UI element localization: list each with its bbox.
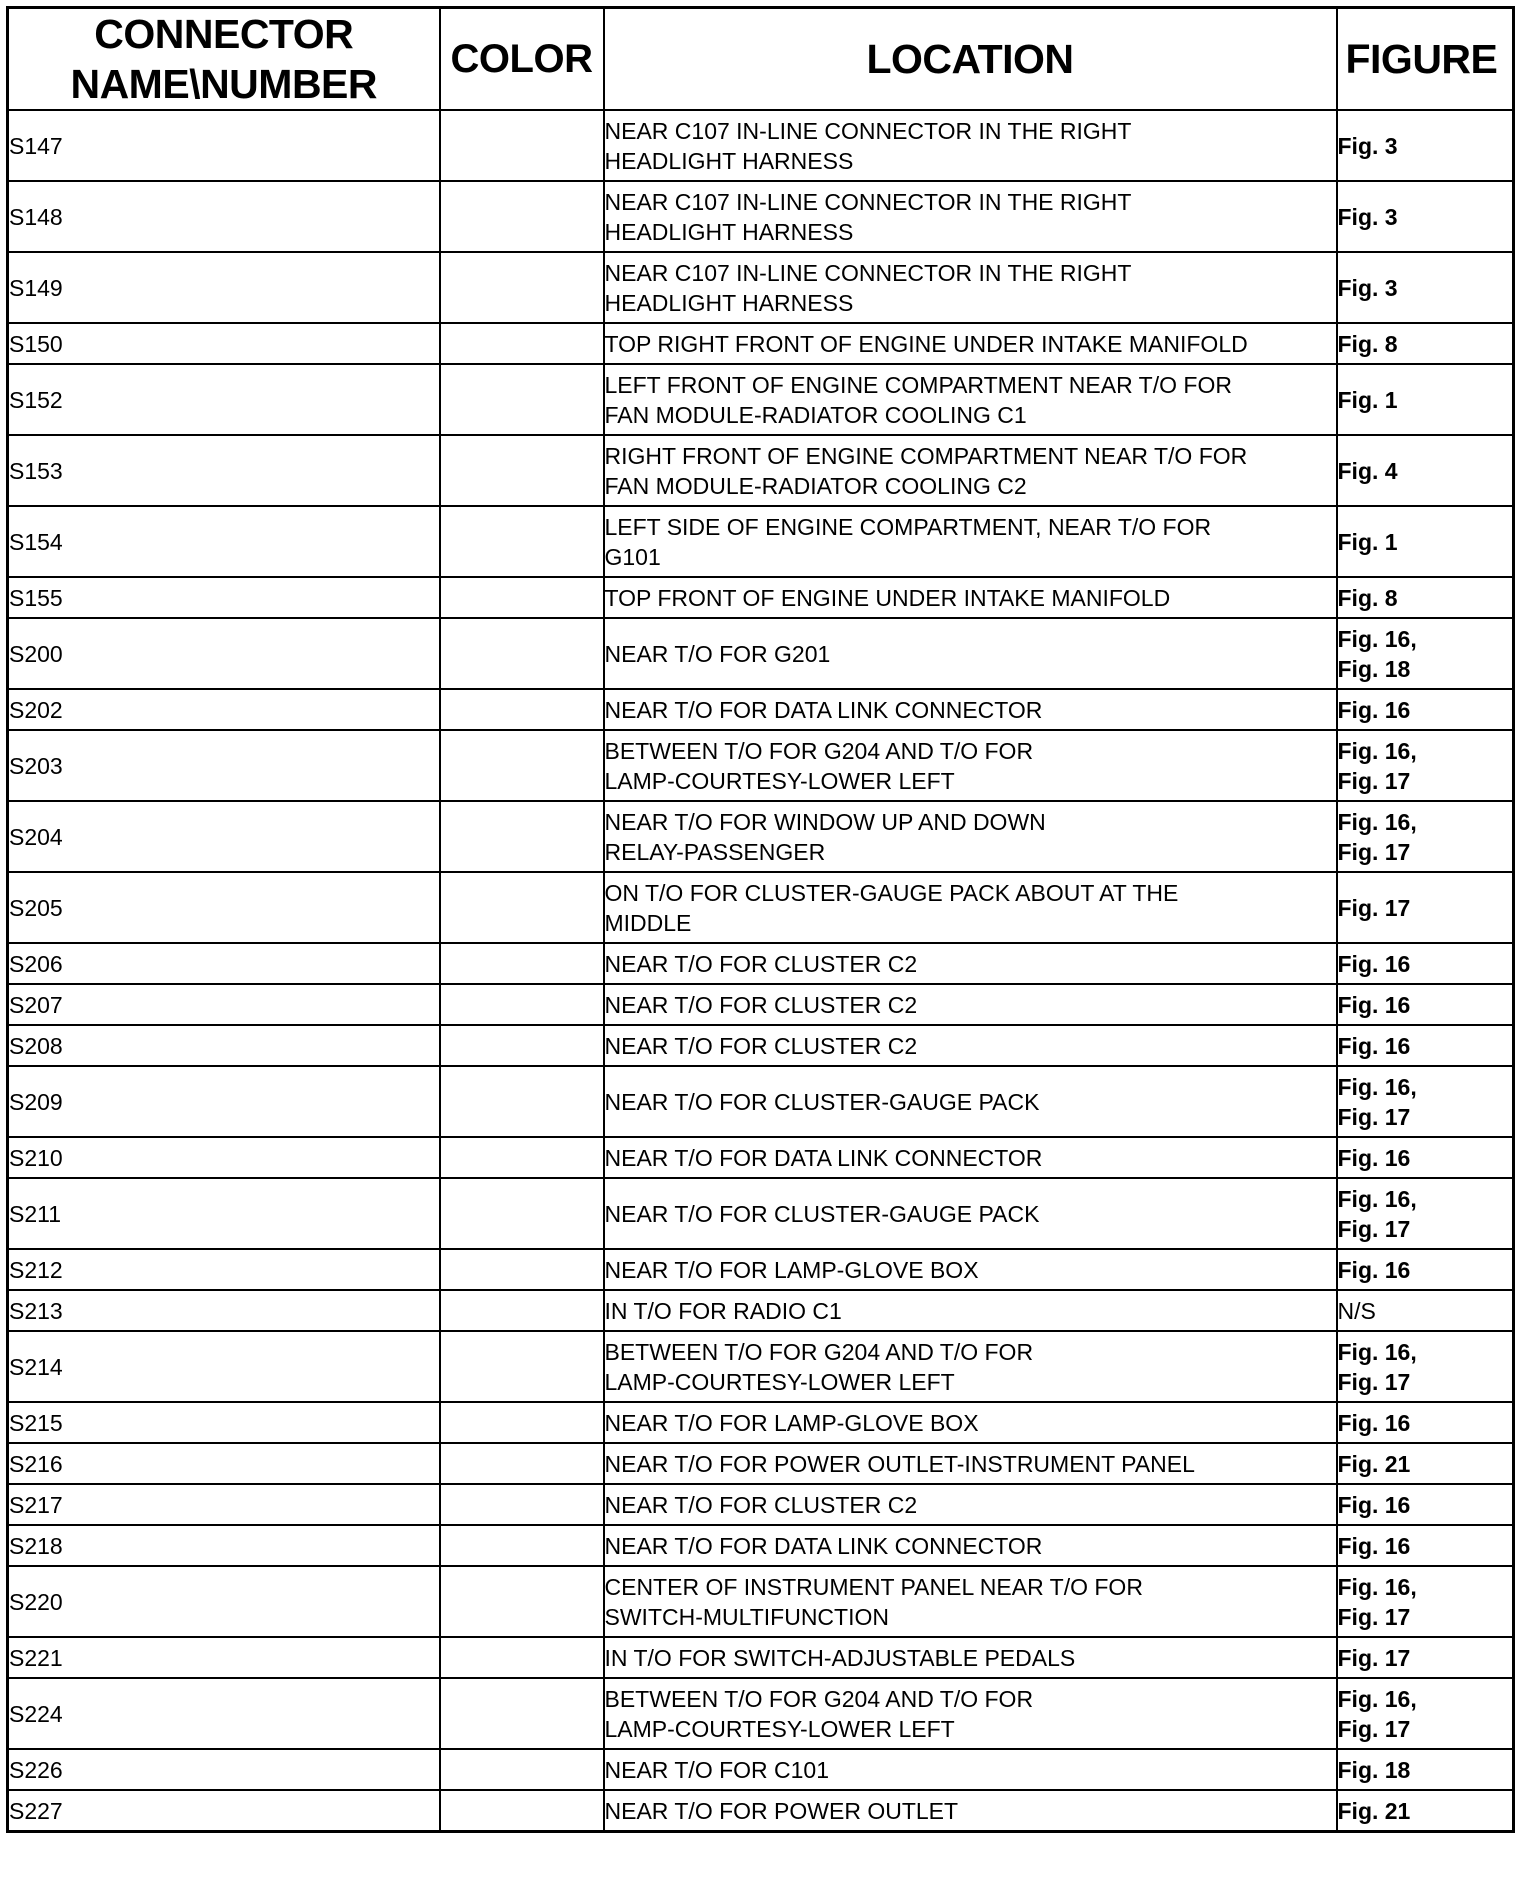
location-cell — [604, 323, 1337, 364]
figure-ref: Fig. 17 — [1337, 1215, 1411, 1242]
table-row — [8, 364, 1514, 435]
color-cell — [440, 181, 604, 252]
figure-ref: Fig. 16 — [1337, 1409, 1411, 1436]
connector-name-cell: S212 — [8, 1249, 440, 1290]
table-row — [8, 618, 1514, 689]
table-row — [8, 689, 1514, 730]
table-row — [8, 1066, 1514, 1137]
figure-cell — [1337, 506, 1514, 577]
location-cell — [604, 577, 1337, 618]
connector-name-cell: S152 — [8, 364, 440, 435]
figure-cell — [1337, 1331, 1514, 1402]
table-body — [8, 110, 1514, 1832]
color-cell — [440, 1790, 604, 1832]
color-cell — [440, 984, 604, 1025]
figure-ref: Fig. 16 — [1337, 1491, 1411, 1518]
table-row — [8, 1525, 1514, 1566]
table-row — [8, 323, 1514, 364]
color-cell — [440, 1249, 604, 1290]
color-cell — [440, 1484, 604, 1525]
figure-ref: Fig. 16 — [1337, 991, 1411, 1018]
location-cell — [604, 872, 1337, 943]
location-line: NEAR C107 IN-LINE CONNECTOR IN THE RIGHT — [604, 259, 1132, 286]
table-row — [8, 1402, 1514, 1443]
figure-ref: Fig. 17 — [1337, 1644, 1411, 1671]
header-connector-line1: CONNECTOR — [94, 11, 354, 57]
table-row — [8, 1249, 1514, 1290]
figure-cell — [1337, 1443, 1514, 1484]
figure-ref: Fig. 17 — [1337, 838, 1411, 865]
figure-ref: Fig. 16 — [1337, 950, 1411, 977]
connector-name-cell: S207 — [8, 984, 440, 1025]
location-cell — [604, 943, 1337, 984]
figure-cell — [1337, 1790, 1514, 1832]
connector-name-cell: S149 — [8, 252, 440, 323]
figure-cell — [1337, 1066, 1514, 1137]
figure-ref: Fig. 17 — [1337, 1603, 1411, 1630]
location-line: IN T/O FOR RADIO C1 — [604, 1297, 842, 1324]
location-line: NEAR T/O FOR POWER OUTLET — [604, 1797, 959, 1824]
connector-name-cell: S154 — [8, 506, 440, 577]
color-cell — [440, 1066, 604, 1137]
location-line: NEAR T/O FOR CLUSTER C2 — [604, 991, 918, 1018]
figure-cell — [1337, 110, 1514, 181]
location-line: NEAR T/O FOR G201 — [604, 640, 831, 667]
location-cell — [604, 1331, 1337, 1402]
location-line: LEFT FRONT OF ENGINE COMPARTMENT NEAR T/O FOR — [604, 371, 1232, 398]
color-cell — [440, 1290, 604, 1331]
location-cell — [604, 110, 1337, 181]
location-line: HEADLIGHT HARNESS — [604, 289, 854, 316]
location-line: NEAR T/O FOR DATA LINK CONNECTOR — [604, 696, 1043, 723]
color-cell — [440, 110, 604, 181]
table-row — [8, 943, 1514, 984]
table-row — [8, 1678, 1514, 1749]
figure-ref: Fig. 4 — [1337, 457, 1398, 484]
location-line: BETWEEN T/O FOR G204 AND T/O FOR — [604, 1338, 1034, 1365]
location-line: NEAR T/O FOR CLUSTER-GAUGE PACK — [604, 1200, 1040, 1227]
table-row — [8, 252, 1514, 323]
header-connector-name — [8, 8, 440, 111]
figure-cell — [1337, 801, 1514, 872]
figure-cell — [1337, 364, 1514, 435]
figure-ref: Fig. 8 — [1337, 584, 1398, 611]
figure-cell — [1337, 252, 1514, 323]
color-cell — [440, 1637, 604, 1678]
location-line: NEAR T/O FOR LAMP-GLOVE BOX — [604, 1256, 979, 1283]
color-cell — [440, 252, 604, 323]
location-cell — [604, 1443, 1337, 1484]
figure-cell — [1337, 1137, 1514, 1178]
connector-name-cell: S221 — [8, 1637, 440, 1678]
connector-name-cell: S148 — [8, 181, 440, 252]
connector-name-cell: S203 — [8, 730, 440, 801]
color-cell — [440, 730, 604, 801]
figure-ref: Fig. 16 — [1337, 696, 1411, 723]
connector-name-cell: S214 — [8, 1331, 440, 1402]
location-cell — [604, 364, 1337, 435]
table-row — [8, 730, 1514, 801]
location-cell — [604, 252, 1337, 323]
location-line: HEADLIGHT HARNESS — [604, 147, 854, 174]
table-row — [8, 801, 1514, 872]
location-line: NEAR T/O FOR POWER OUTLET-INSTRUMENT PANEL — [604, 1450, 1195, 1477]
figure-cell — [1337, 943, 1514, 984]
connector-name-cell: S150 — [8, 323, 440, 364]
color-cell — [440, 1749, 604, 1790]
figure-ref: Fig. 18 — [1337, 1756, 1411, 1783]
connector-table — [6, 6, 1515, 1833]
location-cell — [604, 1749, 1337, 1790]
location-line: NEAR T/O FOR DATA LINK CONNECTOR — [604, 1532, 1043, 1559]
connector-name-cell: S204 — [8, 801, 440, 872]
header-color: COLOR — [440, 8, 604, 111]
color-cell — [440, 1331, 604, 1402]
figure-ref: Fig. 16, — [1337, 1185, 1417, 1212]
figure-ref: Fig. 21 — [1337, 1450, 1411, 1477]
figure-ref: Fig. 17 — [1337, 1715, 1411, 1742]
location-cell — [604, 984, 1337, 1025]
figure-cell — [1337, 1749, 1514, 1790]
figure-ref: Fig. 3 — [1337, 274, 1398, 301]
location-line: BETWEEN T/O FOR G204 AND T/O FOR — [604, 737, 1034, 764]
location-cell — [604, 1249, 1337, 1290]
table-row — [8, 984, 1514, 1025]
location-line: LAMP-COURTESY-LOWER LEFT — [604, 767, 955, 794]
connector-name-cell: S208 — [8, 1025, 440, 1066]
location-line: NEAR T/O FOR C101 — [604, 1756, 830, 1783]
location-line: NEAR T/O FOR CLUSTER C2 — [604, 1032, 918, 1059]
table-header — [8, 8, 1514, 111]
header-connector-line2: NAME\NUMBER — [70, 61, 378, 107]
table-row — [8, 1025, 1514, 1066]
figure-cell — [1337, 689, 1514, 730]
header-figure: FIGURE — [1337, 8, 1514, 111]
table-row — [8, 1290, 1514, 1331]
figure-ref: Fig. 16, — [1337, 1685, 1417, 1712]
connector-name-cell: S216 — [8, 1443, 440, 1484]
location-line: NEAR T/O FOR WINDOW UP AND DOWN — [604, 808, 1046, 835]
location-cell — [604, 1566, 1337, 1637]
connector-name-cell: S220 — [8, 1566, 440, 1637]
connector-name-cell: S155 — [8, 577, 440, 618]
connector-name-cell: S205 — [8, 872, 440, 943]
color-cell — [440, 689, 604, 730]
connector-name-cell: S210 — [8, 1137, 440, 1178]
figure-ref: Fig. 16, — [1337, 1073, 1417, 1100]
figure-ref: Fig. 16, — [1337, 808, 1417, 835]
figure-ref: Fig. 8 — [1337, 330, 1398, 357]
location-cell — [604, 1137, 1337, 1178]
location-cell — [604, 1790, 1337, 1832]
table-row — [8, 1637, 1514, 1678]
connector-name-cell: S209 — [8, 1066, 440, 1137]
location-cell — [604, 1066, 1337, 1137]
location-cell — [604, 618, 1337, 689]
figure-cell — [1337, 872, 1514, 943]
table-row — [8, 1566, 1514, 1637]
table-row — [8, 1443, 1514, 1484]
figure-ref: Fig. 16, — [1337, 625, 1417, 652]
connector-name-cell: S226 — [8, 1749, 440, 1790]
location-cell — [604, 1178, 1337, 1249]
color-cell — [440, 801, 604, 872]
location-line: NEAR T/O FOR DATA LINK CONNECTOR — [604, 1144, 1043, 1171]
figure-ref: Fig. 1 — [1337, 386, 1398, 413]
color-cell — [440, 323, 604, 364]
figure-ref: Fig. 17 — [1337, 1368, 1411, 1395]
location-line: G101 — [604, 543, 661, 570]
figure-ref: Fig. 17 — [1337, 767, 1411, 794]
figure-ref: N/S — [1337, 1297, 1376, 1324]
connector-name-cell: S215 — [8, 1402, 440, 1443]
figure-cell — [1337, 1025, 1514, 1066]
figure-cell — [1337, 1290, 1514, 1331]
figure-cell — [1337, 577, 1514, 618]
figure-cell — [1337, 1637, 1514, 1678]
table-row — [8, 1749, 1514, 1790]
location-line: LAMP-COURTESY-LOWER LEFT — [604, 1715, 955, 1742]
location-cell — [604, 689, 1337, 730]
table-row — [8, 872, 1514, 943]
figure-ref: Fig. 16, — [1337, 1338, 1417, 1365]
location-line: LEFT SIDE OF ENGINE COMPARTMENT, NEAR T/O FOR — [604, 513, 1212, 540]
figure-ref: Fig. 18 — [1337, 655, 1411, 682]
figure-cell — [1337, 1178, 1514, 1249]
connector-name-cell: S213 — [8, 1290, 440, 1331]
table-row — [8, 1790, 1514, 1832]
color-cell — [440, 577, 604, 618]
figure-cell — [1337, 984, 1514, 1025]
table-row — [8, 435, 1514, 506]
figure-cell — [1337, 1402, 1514, 1443]
figure-ref: Fig. 3 — [1337, 132, 1398, 159]
figure-ref: Fig. 17 — [1337, 1103, 1411, 1130]
color-cell — [440, 506, 604, 577]
figure-ref: Fig. 17 — [1337, 894, 1411, 921]
table-row — [8, 1137, 1514, 1178]
connector-name-cell: S200 — [8, 618, 440, 689]
figure-cell — [1337, 435, 1514, 506]
table-row — [8, 181, 1514, 252]
color-cell — [440, 1525, 604, 1566]
location-line: FAN MODULE-RADIATOR COOLING C1 — [604, 401, 1027, 428]
location-line: NEAR T/O FOR CLUSTER-GAUGE PACK — [604, 1088, 1040, 1115]
location-line: FAN MODULE-RADIATOR COOLING C2 — [604, 472, 1027, 499]
color-cell — [440, 1402, 604, 1443]
color-cell — [440, 364, 604, 435]
location-line: NEAR C107 IN-LINE CONNECTOR IN THE RIGHT — [604, 117, 1132, 144]
color-cell — [440, 1566, 604, 1637]
location-cell — [604, 801, 1337, 872]
location-line: MIDDLE — [604, 909, 692, 936]
color-cell — [440, 1025, 604, 1066]
figure-ref: Fig. 16 — [1337, 1032, 1411, 1059]
figure-ref: Fig. 16 — [1337, 1532, 1411, 1559]
location-cell — [604, 730, 1337, 801]
color-cell — [440, 618, 604, 689]
connector-name-cell: S206 — [8, 943, 440, 984]
location-cell — [604, 506, 1337, 577]
color-cell — [440, 1178, 604, 1249]
figure-cell — [1337, 323, 1514, 364]
figure-ref: Fig. 3 — [1337, 203, 1398, 230]
location-line: LAMP-COURTESY-LOWER LEFT — [604, 1368, 955, 1395]
figure-cell — [1337, 1678, 1514, 1749]
table-row — [8, 1178, 1514, 1249]
location-cell — [604, 435, 1337, 506]
location-line: TOP RIGHT FRONT OF ENGINE UNDER INTAKE MANIFOLD — [604, 330, 1248, 357]
figure-ref: Fig. 16, — [1337, 737, 1417, 764]
figure-ref: Fig. 16 — [1337, 1256, 1411, 1283]
color-cell — [440, 435, 604, 506]
table-row — [8, 1331, 1514, 1402]
location-cell — [604, 1402, 1337, 1443]
connector-name-cell: S202 — [8, 689, 440, 730]
location-line: BETWEEN T/O FOR G204 AND T/O FOR — [604, 1685, 1034, 1712]
location-cell — [604, 1290, 1337, 1331]
location-line: NEAR T/O FOR LAMP-GLOVE BOX — [604, 1409, 979, 1436]
color-cell — [440, 872, 604, 943]
location-line: IN T/O FOR SWITCH-ADJUSTABLE PEDALS — [604, 1644, 1076, 1671]
figure-ref: Fig. 1 — [1337, 528, 1398, 555]
figure-cell — [1337, 618, 1514, 689]
location-line: SWITCH-MULTIFUNCTION — [604, 1603, 889, 1630]
location-cell — [604, 1025, 1337, 1066]
location-cell — [604, 1678, 1337, 1749]
figure-cell — [1337, 1525, 1514, 1566]
table-row — [8, 577, 1514, 618]
location-line: TOP FRONT OF ENGINE UNDER INTAKE MANIFOLD — [604, 584, 1171, 611]
location-line: CENTER OF INSTRUMENT PANEL NEAR T/O FOR — [604, 1573, 1143, 1600]
color-cell — [440, 1678, 604, 1749]
table-row — [8, 110, 1514, 181]
connector-name-cell: S211 — [8, 1178, 440, 1249]
figure-cell — [1337, 1249, 1514, 1290]
location-line: NEAR C107 IN-LINE CONNECTOR IN THE RIGHT — [604, 188, 1132, 215]
location-cell — [604, 181, 1337, 252]
table-row — [8, 506, 1514, 577]
figure-ref: Fig. 16, — [1337, 1573, 1417, 1600]
location-line: ON T/O FOR CLUSTER-GAUGE PACK ABOUT AT THE — [604, 879, 1179, 906]
location-cell — [604, 1637, 1337, 1678]
connector-name-cell: S224 — [8, 1678, 440, 1749]
connector-name-cell: S227 — [8, 1790, 440, 1832]
location-cell — [604, 1484, 1337, 1525]
figure-cell — [1337, 1566, 1514, 1637]
table-row — [8, 1484, 1514, 1525]
connector-name-cell: S147 — [8, 110, 440, 181]
color-cell — [440, 1137, 604, 1178]
color-cell — [440, 943, 604, 984]
figure-ref: Fig. 16 — [1337, 1144, 1411, 1171]
location-line: HEADLIGHT HARNESS — [604, 218, 854, 245]
figure-cell — [1337, 181, 1514, 252]
connector-name-cell: S153 — [8, 435, 440, 506]
figure-cell — [1337, 730, 1514, 801]
header-location: LOCATION — [604, 8, 1337, 111]
location-line: RELAY-PASSENGER — [604, 838, 826, 865]
connector-name-cell: S217 — [8, 1484, 440, 1525]
location-cell — [604, 1525, 1337, 1566]
figure-cell — [1337, 1484, 1514, 1525]
location-line: RIGHT FRONT OF ENGINE COMPARTMENT NEAR T/O FOR — [604, 442, 1248, 469]
location-line: NEAR T/O FOR CLUSTER C2 — [604, 1491, 918, 1518]
location-line: NEAR T/O FOR CLUSTER C2 — [604, 950, 918, 977]
color-cell — [440, 1443, 604, 1484]
connector-name-cell: S218 — [8, 1525, 440, 1566]
figure-ref: Fig. 21 — [1337, 1797, 1411, 1824]
